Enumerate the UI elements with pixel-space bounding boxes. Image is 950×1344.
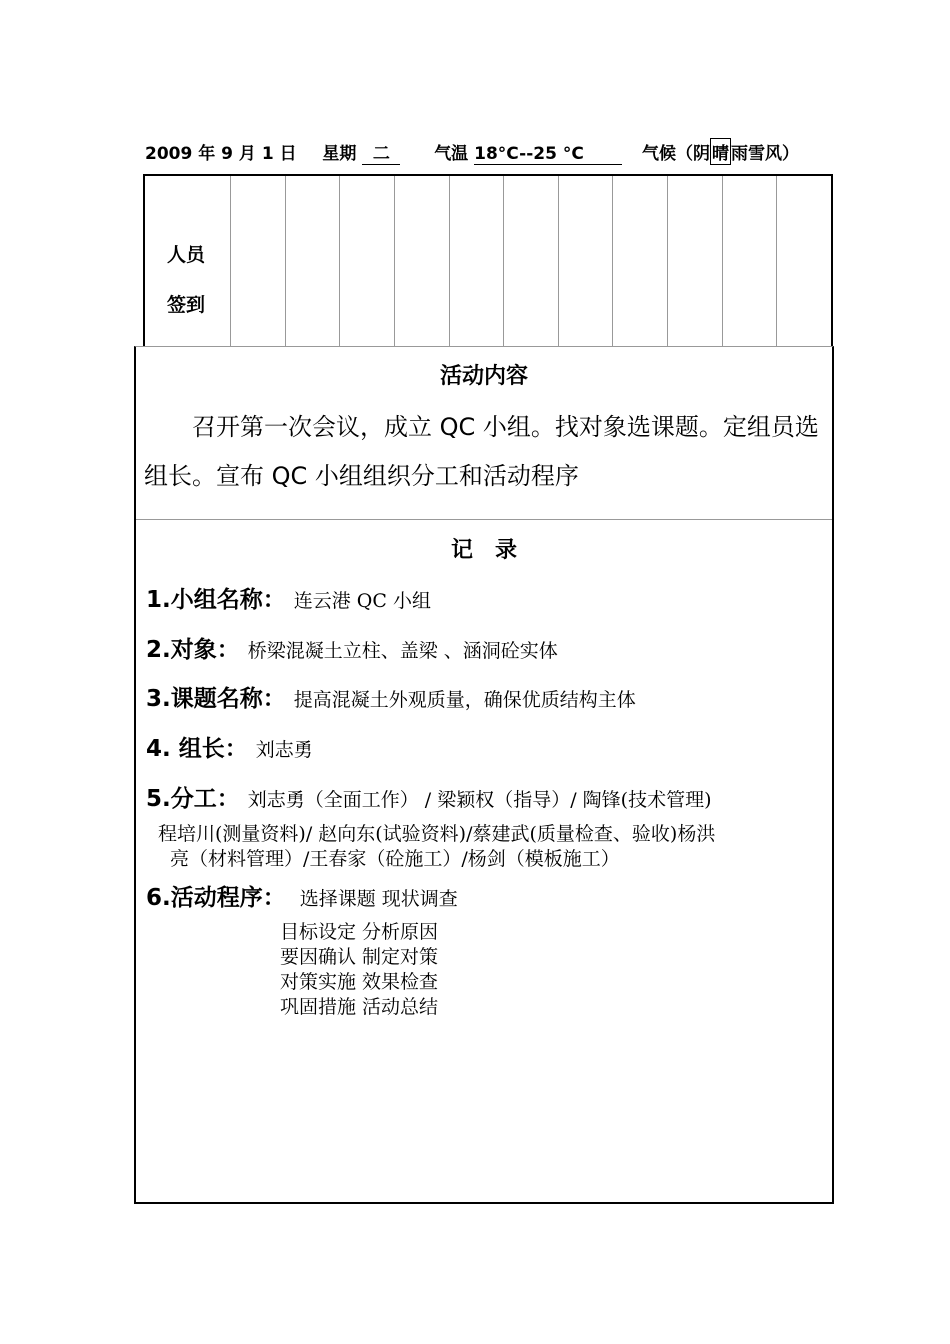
signin-label-line2: 签到 <box>167 294 206 316</box>
signin-cells <box>231 176 831 346</box>
record-item-topic <box>146 680 636 713</box>
record-item-label: 3.课题名称： <box>146 686 286 712</box>
program-line: 要因确认 制定对策 <box>280 946 439 968</box>
weekday-value: 二 <box>362 139 400 165</box>
record-item-value: 提高混凝土外观质量，确保优质结构主体 <box>293 689 636 711</box>
record-title: 记 录 <box>450 538 517 563</box>
signin-cell[interactable] <box>395 176 450 346</box>
signin-cell[interactable] <box>668 176 723 346</box>
date: 2009 年 9 月 1 日 <box>145 144 297 164</box>
signin-cell[interactable] <box>340 176 395 346</box>
activity-title: 活动内容 <box>439 364 528 389</box>
temp-value: 18°C--25 °C <box>474 144 622 165</box>
signin-table <box>143 174 833 346</box>
program-line: 目标设定 分析原因 <box>280 921 439 943</box>
signin-cell[interactable] <box>504 176 559 346</box>
record-item-label: 5.分工： <box>146 786 240 812</box>
signin-cell[interactable] <box>777 176 831 346</box>
record-item-program <box>146 879 458 912</box>
division-line-3: 亮（材料管理）/王春家（砼施工）/杨剑（模板施工） <box>170 848 620 870</box>
signin-cell[interactable] <box>286 176 341 346</box>
signin-cell[interactable] <box>613 176 668 346</box>
record-item-label: 4. 组长： <box>146 736 248 762</box>
header-line <box>145 138 799 165</box>
signin-cell[interactable] <box>450 176 505 346</box>
activity-text: 召开第一次会议，成立 QC 小组。找对象选课题。定组员选组长。宣布 QC 小组组织分工和活动程序 <box>144 413 819 490</box>
record-item-value: 刘志勇 <box>255 739 313 761</box>
program-line: 选择课题 现状调查 <box>299 888 458 910</box>
record-item-value: 连云港 QC 小组 <box>293 590 431 612</box>
signin-cell[interactable] <box>231 176 286 346</box>
weather-rest: 雨雪风） <box>730 144 799 164</box>
record-item-label: 6.活动程序： <box>146 885 286 911</box>
record-item-leader <box>146 730 313 763</box>
signin-label-line1: 人员 <box>167 244 206 266</box>
section-divider <box>136 519 832 520</box>
temp-label: 气温 <box>434 144 469 164</box>
record-item-value: 刘志勇（全面工作） / 梁颖权（指导）/ 陶锋(技术管理) <box>247 789 712 811</box>
record-item-value: 桥梁混凝土立柱、盖梁 、涵洞砼实体 <box>247 640 558 662</box>
record-item-division <box>146 780 712 813</box>
record-item-name <box>146 581 431 614</box>
division-line-2: 程培川(测量资料)/ 赵向东(试验资料)/蔡建武(质量检查、验收)杨洪 <box>158 823 716 845</box>
record-item-object <box>146 631 558 664</box>
signin-cell[interactable] <box>723 176 778 346</box>
signin-label <box>145 176 231 346</box>
record-item-label: 2.对象： <box>146 637 240 663</box>
signin-cell[interactable] <box>559 176 614 346</box>
weather-selected: 晴 <box>710 138 731 165</box>
program-line: 巩固措施 活动总结 <box>280 996 439 1018</box>
program-line: 对策实施 效果检查 <box>280 971 439 993</box>
weekday-label: 星期 <box>322 144 357 164</box>
weather-label: 气候（阴 <box>641 144 710 164</box>
main-table <box>134 346 834 1204</box>
record-item-label: 1.小组名称： <box>146 587 286 613</box>
